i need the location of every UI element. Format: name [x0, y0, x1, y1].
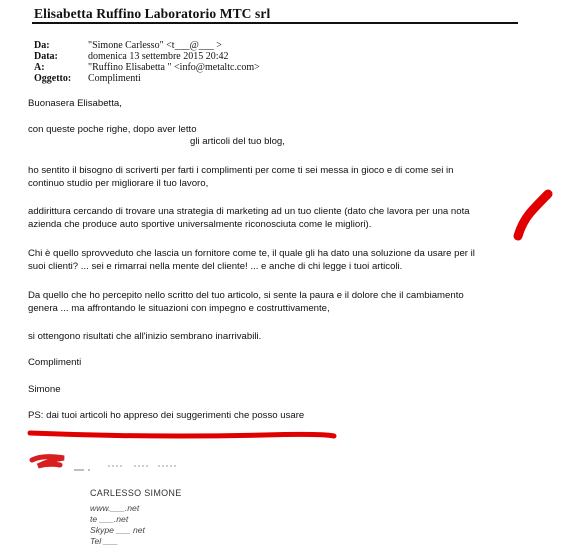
from-label: Da: [34, 40, 50, 51]
date-value: domenica 13 settembre 2015 20:42 [88, 51, 229, 62]
sender-name: Simone [28, 384, 61, 395]
body-line-2b: continuo studio per migliorare il tuo lavoro, [28, 178, 209, 189]
body-line-4a: Chi è quello sprovveduto che lascia un fornitore come te, il quale gli ha dato una soluzione da usare per il [28, 248, 475, 259]
subject-label: Oggetto: [34, 73, 72, 84]
signature-email[interactable]: te ___.net [90, 514, 129, 524]
body-line-2a: ho sentito il bisogno di scriverti per farti i complimenti per come ti sei messa in gioco e di come sei in [28, 165, 454, 176]
from-value[interactable]: "Simone Carlesso" <t___@___ > [88, 40, 222, 51]
body-line-3a: addirittura cercando di trovare una strategia di marketing ad un tuo cliente (dato che lavora per una nota [28, 206, 470, 217]
greeting: Buonasera Elisabetta, [28, 98, 122, 109]
signature-skype[interactable]: Skype ___ net [90, 525, 145, 535]
closing-text: Complimenti [28, 357, 82, 368]
signature-website[interactable]: www.___.net [90, 503, 140, 513]
subject-value: Complimenti [88, 73, 141, 84]
body-line-6: si ottengono risultati che all'inizio sembrano inarrivabili. [28, 331, 262, 342]
body-line-5b: genera ... ma affrontando le situazioni con impegno e costruttivamente, [28, 303, 330, 314]
red-underline-annotation [24, 424, 344, 444]
postscript: PS: dai tuoi articoli ho appreso dei suggerimenti che posso usare [28, 410, 305, 421]
body-line-1b: gli articoli del tuo blog, [190, 136, 285, 147]
title-underline [32, 22, 518, 24]
logo-icon [26, 452, 186, 478]
body-line-4b: suoi clienti? ... sei e rimarrai nella mente del cliente! ... e anche di chi legge i tuoi articoli. [28, 261, 403, 272]
red-annotation-mark [508, 186, 558, 246]
signature-name: CARLESSO SIMONE [90, 488, 182, 498]
organization-title: Elisabetta Ruffino Laboratorio MTC srl [34, 6, 271, 21]
to-value[interactable]: "Ruffino Elisabetta " <info@metaltc.com> [88, 62, 260, 73]
signature-phone[interactable]: Tel ___ [90, 536, 118, 546]
body-line-3b: azienda che produce auto sportive universalmente riconosciuta come le migliori). [28, 219, 372, 230]
body-line-5a: Da quello che ho percepito nello scritto del tuo articolo, si sente la paura e il dolore che il cambiamento [28, 290, 464, 301]
to-label: A: [34, 62, 45, 73]
date-label: Data: [34, 51, 58, 62]
body-line-1a: con queste poche righe, dopo aver letto [28, 124, 197, 135]
